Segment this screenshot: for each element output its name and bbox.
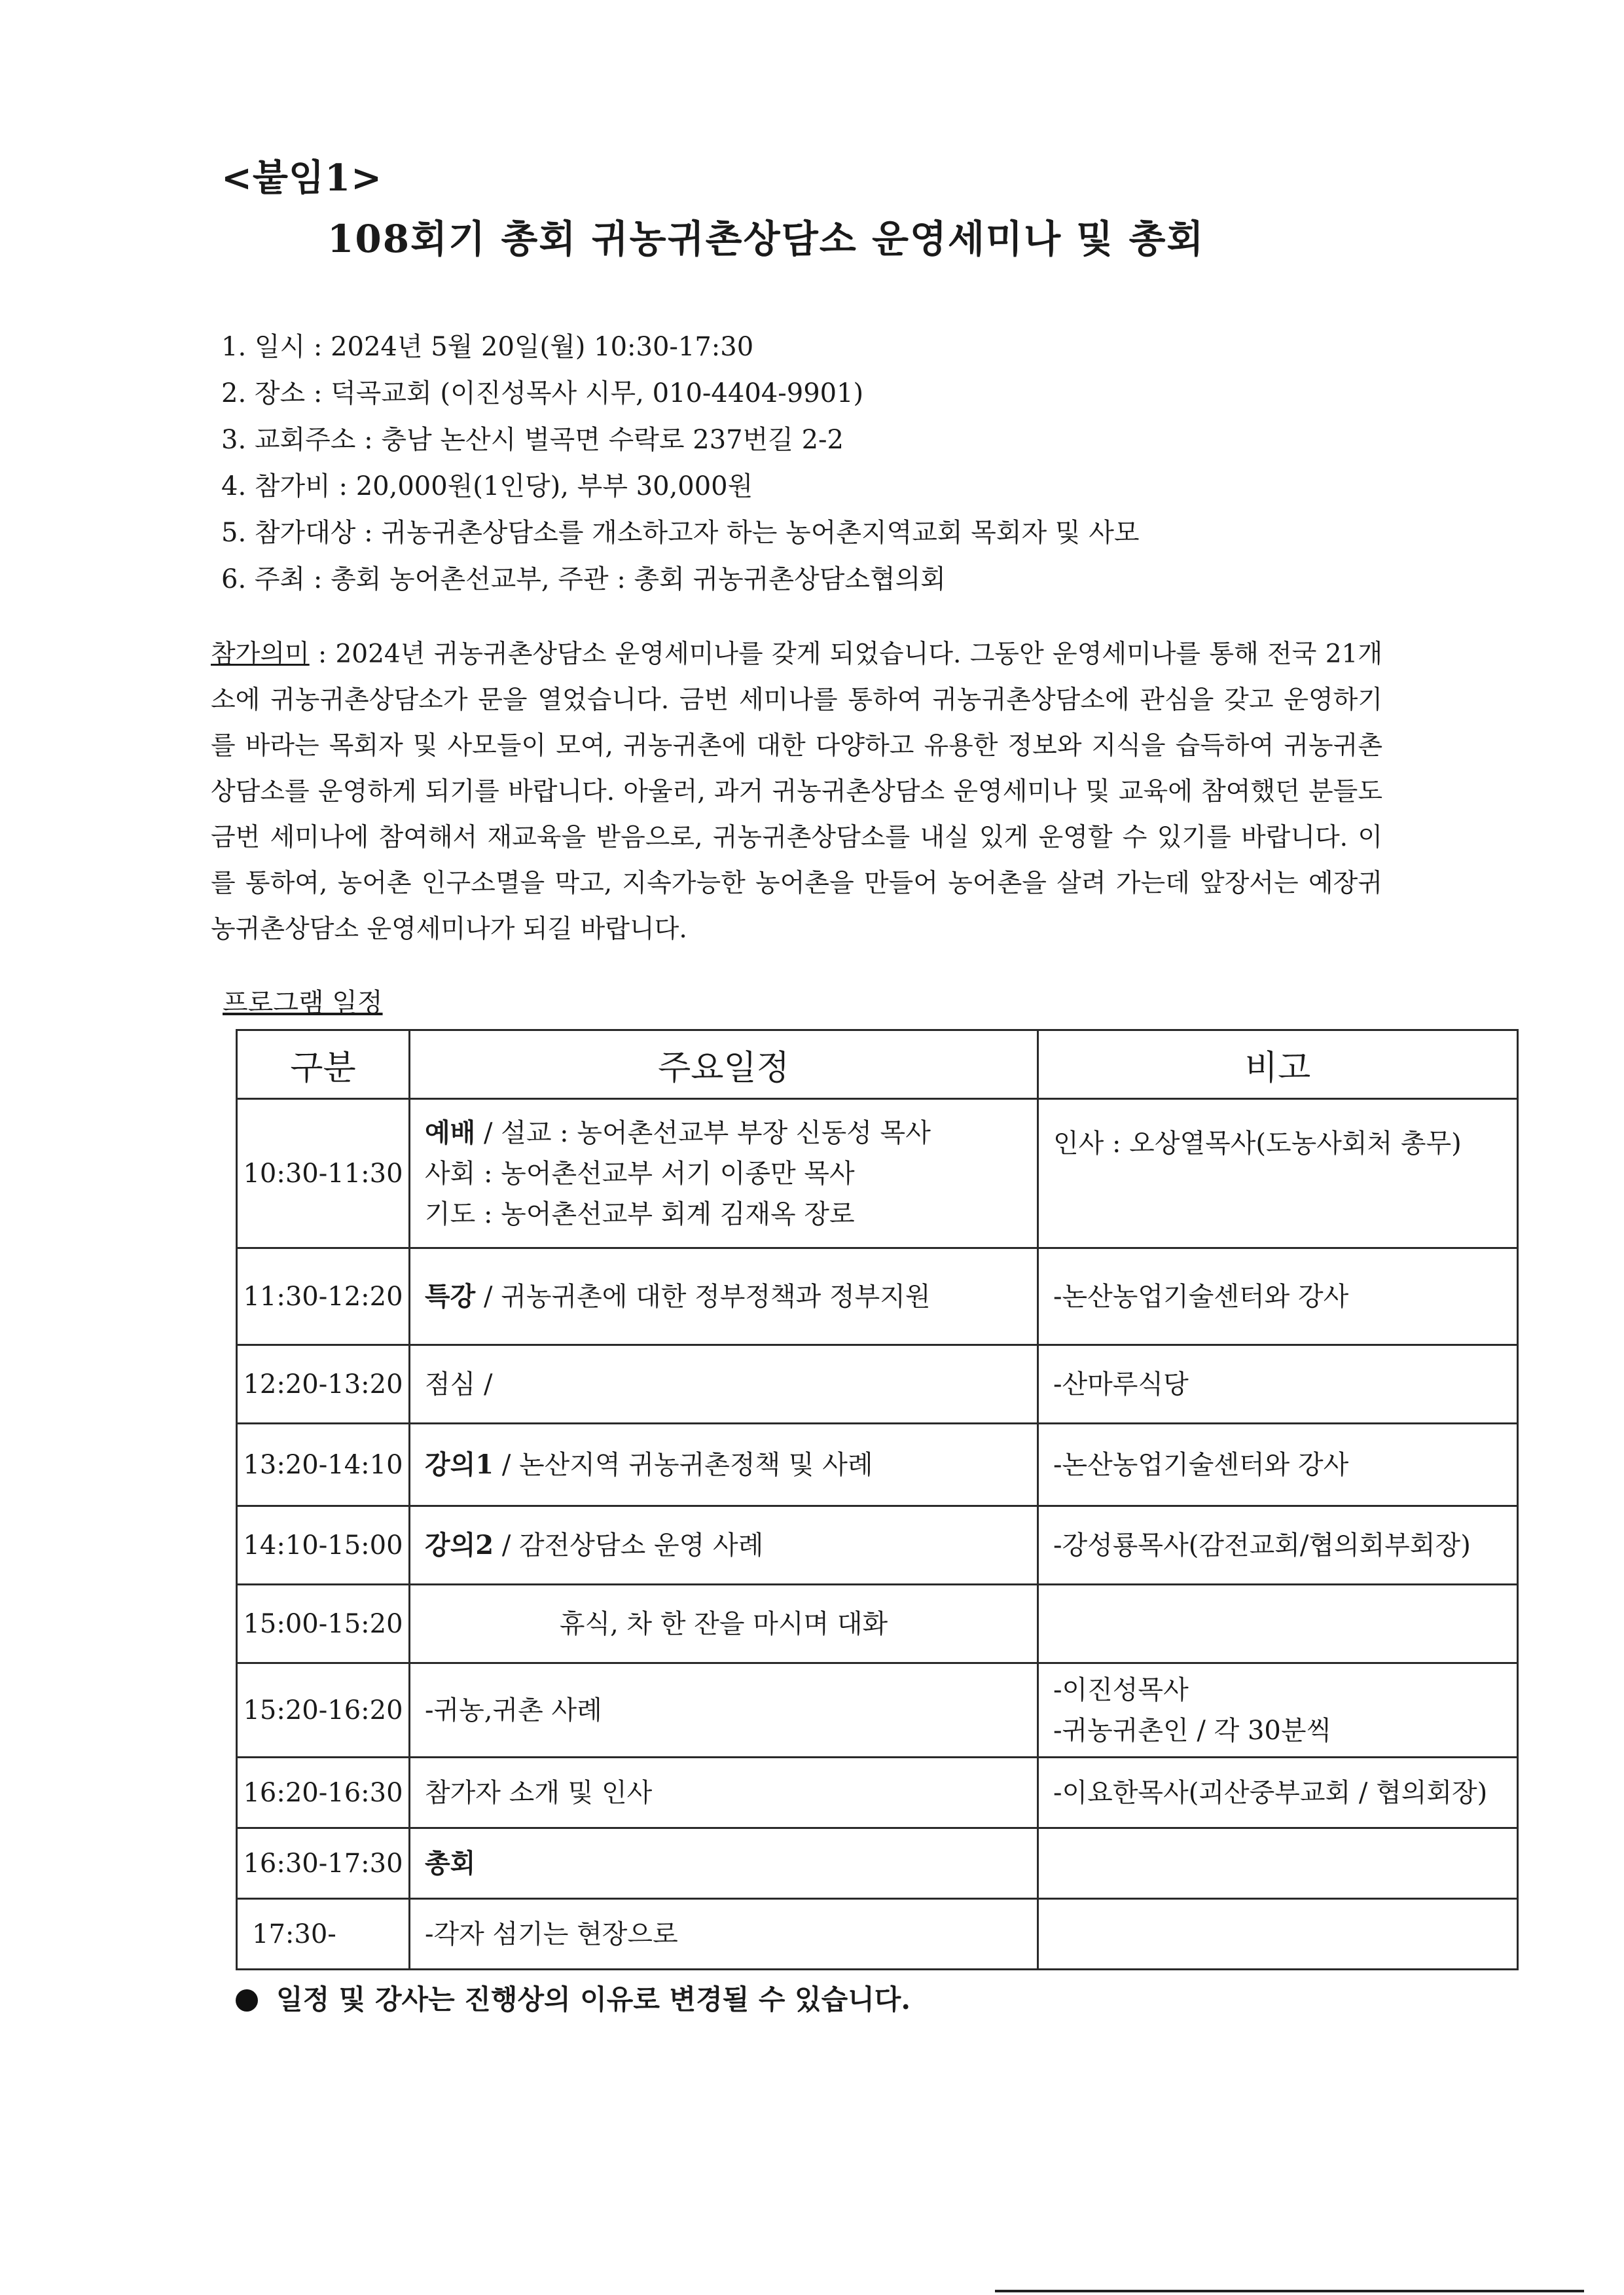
footer-note bbox=[236, 1978, 911, 2017]
row-time: 12:20-13:20 bbox=[237, 1345, 410, 1424]
row-note bbox=[1038, 1758, 1518, 1828]
table-row bbox=[237, 1663, 1518, 1758]
row-main-text: / 논산지역 귀농귀촌정책 및 사례 bbox=[494, 1449, 873, 1480]
info-venue: 2. 장소 : 덕곡교회 (이진성목사 시무, 010-4404-9901) bbox=[221, 378, 864, 408]
info-fee: 4. 참가비 : 20,000원(1인당), 부부 30,000원 bbox=[221, 471, 753, 501]
info-date: 1. 일시 : 2024년 5월 20일(월) 10:30-17:30 bbox=[221, 332, 754, 362]
row-main bbox=[410, 1585, 1038, 1663]
header-remarks: 비고 bbox=[1038, 1030, 1518, 1099]
purpose-heading: 참가의미 bbox=[211, 640, 310, 669]
row-main-text: 기도 : 농어촌선교부 회계 김재옥 장로 bbox=[425, 1199, 855, 1229]
row-main-bold: 강의1 bbox=[425, 1449, 494, 1480]
row-main-text: 휴식, 차 한 잔을 마시며 대화 bbox=[559, 1608, 888, 1639]
row-note bbox=[1038, 1663, 1518, 1758]
row-main bbox=[410, 1899, 1038, 1970]
schedule-table bbox=[236, 1029, 1519, 1970]
row-note-line: -귀농귀촌인 / 각 30분씩 bbox=[1053, 1715, 1332, 1746]
scan-edge-line bbox=[995, 2290, 1584, 2292]
info-address: 3. 교회주소 : 충남 논산시 벌곡면 수락로 237번길 2-2 bbox=[221, 425, 844, 455]
row-time: 14:10-15:00 bbox=[237, 1506, 410, 1585]
row-note bbox=[1038, 1099, 1518, 1248]
row-main-text: 점심 / bbox=[425, 1369, 493, 1400]
info-host: 6. 주최 : 총회 농어촌선교부, 주관 : 총회 귀농귀촌상담소협의회 bbox=[221, 564, 946, 594]
row-main-bold: 총회 bbox=[425, 1847, 476, 1879]
row-note-line: 인사 : 오상열목사(도농사회처 총무) bbox=[1053, 1129, 1462, 1159]
event-info-list bbox=[221, 324, 1399, 603]
row-main-bold: 강의2 bbox=[425, 1529, 494, 1561]
info-target: 5. 참가대상 : 귀농귀촌상담소를 개소하고자 하는 농어촌지역교회 목회자 및 사모 bbox=[221, 518, 1140, 548]
row-time: 11:30-12:20 bbox=[237, 1248, 410, 1345]
row-main-text: 참가자 소개 및 인사 bbox=[425, 1777, 653, 1808]
row-time: 15:00-15:20 bbox=[237, 1585, 410, 1663]
row-time: 17:30- bbox=[237, 1899, 410, 1970]
row-main bbox=[410, 1828, 1038, 1899]
row-time: 16:30-17:30 bbox=[237, 1828, 410, 1899]
table-row bbox=[237, 1099, 1518, 1248]
bullet-icon bbox=[236, 1989, 258, 2012]
row-main-bold: 특강 bbox=[425, 1280, 476, 1312]
row-main-text: -각자 섬기는 현장으로 bbox=[425, 1919, 678, 1949]
program-label: 프로그램 일정 bbox=[223, 988, 383, 1018]
row-note-line: -이진성목사 bbox=[1053, 1674, 1189, 1705]
row-note bbox=[1038, 1899, 1518, 1970]
table-header-row bbox=[237, 1030, 1518, 1099]
purpose-paragraph bbox=[211, 632, 1382, 952]
row-main bbox=[410, 1758, 1038, 1828]
row-main-text: / 설교 : 농어촌선교부 부장 신동성 목사 bbox=[475, 1117, 931, 1148]
row-time: 16:20-16:30 bbox=[237, 1758, 410, 1828]
table-row bbox=[237, 1758, 1518, 1828]
document-title: 108회기 총회 귀농귀촌상담소 운영세미나 및 총회 bbox=[327, 217, 1205, 261]
row-main bbox=[410, 1099, 1038, 1248]
row-main-bold: 예배 bbox=[425, 1117, 476, 1148]
table-row bbox=[237, 1506, 1518, 1585]
row-note-line: -논산농업기술센터와 강사 bbox=[1053, 1449, 1349, 1480]
table-row bbox=[237, 1424, 1518, 1506]
row-note bbox=[1038, 1506, 1518, 1585]
attachment-label: <붙임1> bbox=[221, 156, 383, 200]
table-row bbox=[237, 1248, 1518, 1345]
row-note bbox=[1038, 1585, 1518, 1663]
row-main-text: 사회 : 농어촌선교부 서기 이종만 목사 bbox=[425, 1158, 855, 1189]
row-time: 15:20-16:20 bbox=[237, 1663, 410, 1758]
row-note bbox=[1038, 1828, 1518, 1899]
header-main-schedule: 주요일정 bbox=[410, 1030, 1038, 1099]
purpose-text: : 2024년 귀농귀촌상담소 운영세미나를 갖게 되었습니다. 그동안 운영세미나를 통해 전국 21개소에 귀농귀촌상담소가 문을 열었습니다. 금번 세미나를 통하여 귀농귀촌상담소에 관심을 갖고 운영하기를 바라는 목회자 및 사모들이 모여, 귀농귀촌에 대한 다양하고 유용한 정보와 지식을 습득하여 귀농귀촌상담소를 운영하게 되기를 바랍니다. 아울러, 과거 귀농귀촌상담소 운영세미나 및 교육에 참여했던 분들도 금번 세미나에 참여해서 재교육을 받음으로, 귀농귀촌상담소를 내실 있게 운영할 수 있기를 바랍니다. 이를 통하여, 농어촌 인구소멸을 막고, 지속가능한 농어촌을 만들어 농어촌을 살려 가는데 앞장서는 예장귀농귀촌상담소 운영세미나가 되길 바랍니다. bbox=[211, 640, 1382, 944]
row-main bbox=[410, 1663, 1038, 1758]
row-note-line: -이요한목사(괴산중부교회 / 협의회장) bbox=[1053, 1777, 1488, 1808]
row-main bbox=[410, 1424, 1038, 1506]
row-note bbox=[1038, 1248, 1518, 1345]
row-main-text: -귀농,귀촌 사례 bbox=[425, 1695, 602, 1726]
row-main-text: / 귀농귀촌에 대한 정부정책과 정부지원 bbox=[475, 1281, 931, 1312]
row-main bbox=[410, 1248, 1038, 1345]
row-note-line: -산마루식당 bbox=[1053, 1369, 1189, 1400]
row-note-line: -논산농업기술센터와 강사 bbox=[1053, 1281, 1349, 1312]
header-category: 구분 bbox=[237, 1030, 410, 1099]
row-note bbox=[1038, 1424, 1518, 1506]
row-time: 10:30-11:30 bbox=[237, 1099, 410, 1248]
table-row bbox=[237, 1899, 1518, 1970]
row-time: 13:20-14:10 bbox=[237, 1424, 410, 1506]
table-row bbox=[237, 1345, 1518, 1424]
row-main-text: / 감전상담소 운영 사례 bbox=[494, 1530, 764, 1561]
table-row bbox=[237, 1585, 1518, 1663]
table-row bbox=[237, 1828, 1518, 1899]
row-main bbox=[410, 1345, 1038, 1424]
row-note bbox=[1038, 1345, 1518, 1424]
footer-note-text: 일정 및 강사는 진행상의 이유로 변경될 수 있습니다. bbox=[276, 1983, 911, 2015]
row-note-line: -강성룡목사(감전교회/협의회부회장) bbox=[1053, 1530, 1471, 1561]
row-main bbox=[410, 1506, 1038, 1585]
